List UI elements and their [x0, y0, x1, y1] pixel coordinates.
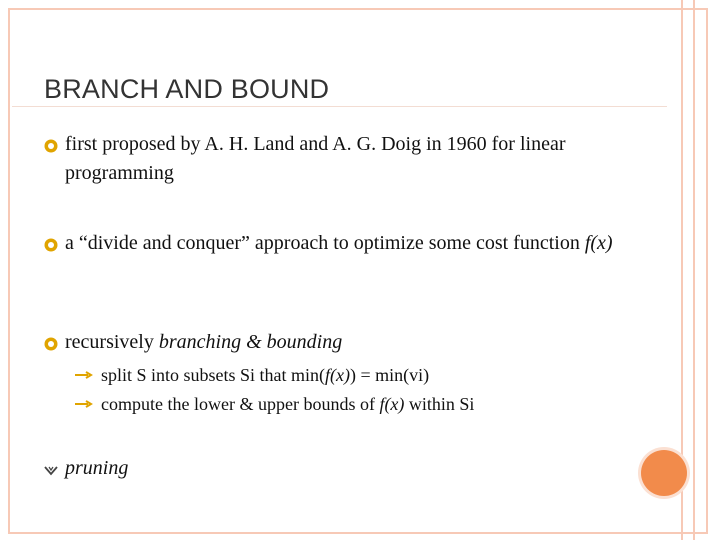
slide-title: BRANCH AND BOUND	[44, 74, 330, 104]
subbullet-text: split S into subsets Si that min(f(x)) = min(vi)	[101, 365, 430, 385]
bullet-item	[0, 328, 700, 358]
gear-icon	[44, 238, 58, 252]
bullet-text	[65, 454, 625, 483]
bullet-text: first proposed by A. H. Land and A. G. Doig in 1960 for linear programming	[65, 133, 566, 184]
function-symbol: f(x)	[584, 232, 613, 254]
bullet-text: recursively branching & bounding	[65, 331, 343, 353]
arrow-icon	[74, 370, 96, 380]
subbullet-item	[0, 362, 700, 388]
gear-icon	[44, 139, 58, 153]
decorative-circle	[641, 450, 687, 496]
subbullet-item	[0, 391, 700, 417]
bullet-text: a “divide and conquer” approach to optimize some cost function f(x)	[65, 232, 613, 254]
bullet-item	[0, 454, 700, 484]
gear-icon	[44, 337, 58, 351]
arrow-icon	[74, 399, 96, 409]
bullet-item	[0, 229, 700, 289]
bullet-item	[0, 130, 700, 190]
emphasis-text: pruning	[65, 457, 129, 479]
subbullet-text: compute the lower & upper bounds of f(x) within Si	[101, 394, 475, 414]
emphasis-text: branching & bounding	[158, 331, 343, 353]
diamond-check-icon	[44, 464, 58, 476]
